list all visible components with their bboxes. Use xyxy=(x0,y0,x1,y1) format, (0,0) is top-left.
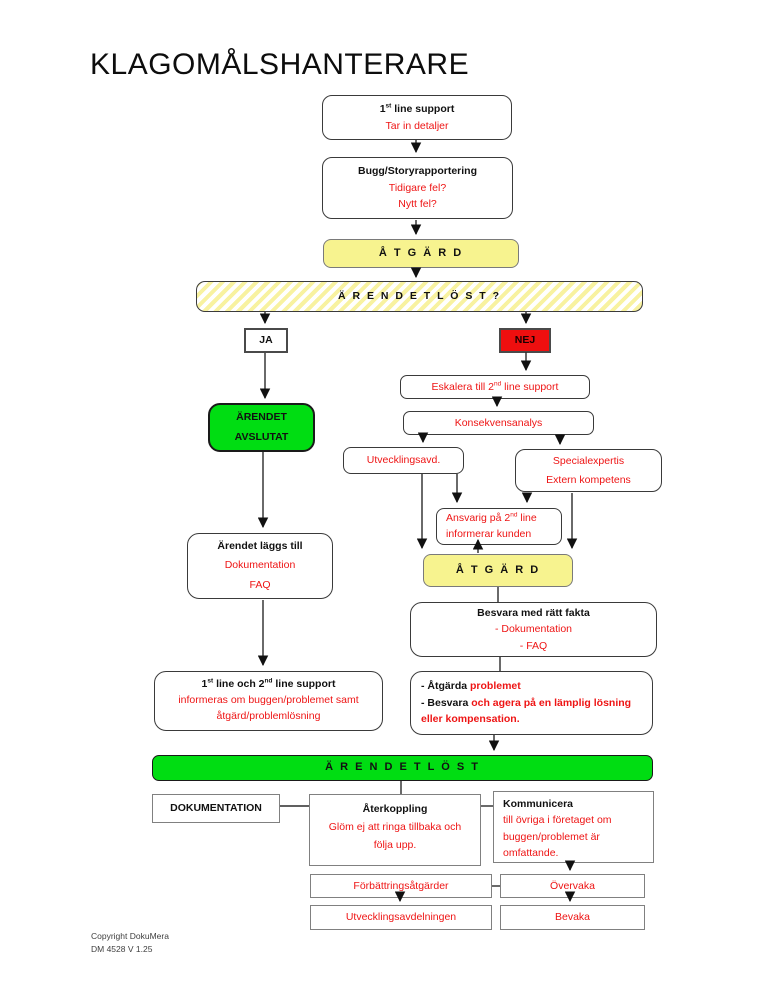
node-specialexpertis xyxy=(515,449,662,492)
node-dokumentation xyxy=(152,794,280,823)
node-line: informerar kunden xyxy=(446,527,532,540)
node-title: 1st line support xyxy=(379,102,455,115)
node-label: Å T G Ä R D xyxy=(455,563,541,576)
node-title: 1st line och 2nd line support xyxy=(201,677,336,691)
node-label: Ä R E N D E T L Ö S T xyxy=(325,761,480,774)
node-label: Bevaka xyxy=(554,911,591,924)
node-utvecklingsavd xyxy=(343,447,464,474)
node-forbattringsatgarder xyxy=(310,874,492,898)
node-line: - Åtgärda problemet xyxy=(421,679,521,692)
node-arendet-avslutat xyxy=(208,403,315,452)
node-label: Å T G Ä R D xyxy=(378,246,464,259)
node-title: Kommunicera xyxy=(503,798,574,810)
node-line: buggen/problemet är xyxy=(503,830,600,843)
node-line: följa upp. xyxy=(373,838,417,851)
node-aterkoppling xyxy=(309,794,481,866)
copyright-note xyxy=(91,930,169,956)
page-title: KLAGOMÅLSHANTERARE xyxy=(90,48,470,81)
node-ansvarig xyxy=(436,508,562,545)
node-label: NEJ xyxy=(514,334,536,347)
node-line: Ansvarig på 2nd line xyxy=(446,511,537,525)
node-title: Ärendet läggs till xyxy=(217,539,303,552)
node-arendet-laggs-till xyxy=(187,533,333,599)
node-line: Tidigare fel? xyxy=(388,181,447,194)
node-label: Ä R E N D E T L Ö S T ? xyxy=(337,290,502,303)
node-arendet-lost-question xyxy=(196,281,643,312)
node-nej xyxy=(499,328,551,353)
node-overvaka xyxy=(500,874,645,898)
node-line: Glöm ej att ringa tillbaka och xyxy=(328,820,462,833)
node-atgarda-besvara xyxy=(410,671,653,735)
node-line: ÄRENDET xyxy=(236,410,287,423)
node-line: till övriga i företaget om xyxy=(503,814,612,827)
node-title: Besvara med rätt fakta xyxy=(477,607,590,620)
node-line: Nytt fel? xyxy=(398,198,437,211)
node-utvecklingsavdelningen xyxy=(310,905,492,930)
node-line: FAQ xyxy=(249,578,271,591)
node-arendet-lost xyxy=(152,755,653,781)
node-subtitle: Tar in detaljer xyxy=(385,119,449,132)
node-first-second-line-support xyxy=(154,671,383,731)
node-line: - FAQ xyxy=(519,639,548,652)
node-label: DOKUMENTATION xyxy=(170,802,262,815)
node-line: Dokumentation xyxy=(224,559,296,572)
node-label: Konsekvensanalys xyxy=(454,416,543,429)
node-line: informeras om buggen/problemet samt xyxy=(178,694,359,707)
node-atgard-2 xyxy=(423,554,573,587)
node-line: AVSLUTAT xyxy=(234,430,289,443)
node-bevaka xyxy=(500,905,645,930)
node-atgard-1 xyxy=(323,239,519,268)
node-line: - Besvara och agera på en lämplig lösning eller kompensation. xyxy=(421,696,632,726)
node-konsekvensanalys xyxy=(403,411,594,435)
node-line: åtgärd/problemlösning xyxy=(216,709,321,722)
node-line: Specialexpertis xyxy=(552,455,625,468)
node-label: Utvecklingsavd. xyxy=(366,454,441,467)
node-label: Eskalera till 2nd line support xyxy=(431,380,559,393)
version-line: DM 4528 V 1.25 xyxy=(91,943,153,954)
node-label: Utvecklingsavdelningen xyxy=(345,911,457,924)
node-title: Återkoppling xyxy=(362,803,428,815)
node-title: Bugg/Storyrapportering xyxy=(357,164,477,177)
node-first-line-support xyxy=(322,95,512,140)
node-ja xyxy=(244,328,288,353)
node-line: - Dokumentation xyxy=(494,623,573,636)
node-eskalera xyxy=(400,375,590,399)
node-label: Förbättringsåtgärder xyxy=(353,879,449,892)
node-kommunicera xyxy=(493,791,654,863)
node-besvara xyxy=(410,602,657,657)
node-label: JA xyxy=(259,334,273,347)
node-line: Extern kompetens xyxy=(546,473,631,486)
node-line: omfattande. xyxy=(503,846,559,859)
copyright-line: Copyright DokuMera xyxy=(91,931,169,941)
node-bugg-storyrapportering xyxy=(322,157,513,219)
node-label: Övervaka xyxy=(550,879,595,892)
